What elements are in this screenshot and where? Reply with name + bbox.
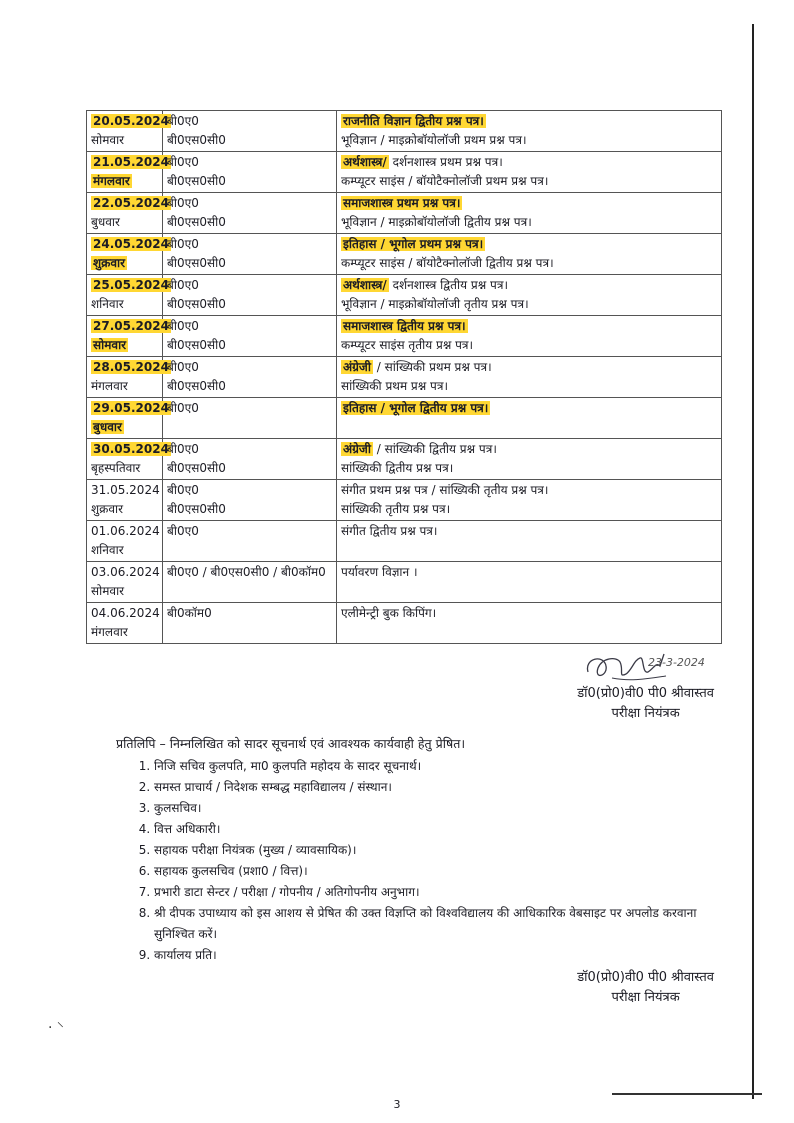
schedule-subject-cell bbox=[337, 398, 722, 439]
course-name: बी0कॉम0 bbox=[167, 606, 212, 620]
exam-day: बुधवार bbox=[93, 420, 122, 434]
schedule-course-cell bbox=[163, 480, 337, 521]
schedule-course-cell bbox=[163, 193, 337, 234]
exam-schedule-table bbox=[86, 110, 722, 644]
copy-to-item: 4. वित्त अधिकारी। bbox=[154, 819, 734, 840]
course-name: बी0ए0 bbox=[167, 524, 199, 538]
course-name: बी0एस0सी0 bbox=[167, 379, 226, 393]
highlighted-subject: इतिहास / भूगोल प्रथम प्रश्न पत्र। bbox=[343, 237, 484, 251]
schedule-subject-cell bbox=[337, 562, 722, 603]
course-name: बी0ए0 bbox=[167, 196, 199, 210]
schedule-subject-cell bbox=[337, 316, 722, 357]
schedule-row bbox=[87, 234, 722, 275]
signatory-designation: परीक्षा नियंत्रक bbox=[611, 706, 680, 721]
schedule-course-cell bbox=[163, 521, 337, 562]
schedule-subject-cell bbox=[337, 603, 722, 644]
page-edge-shadow-bottom bbox=[612, 1093, 762, 1095]
schedule-course-cell bbox=[163, 111, 337, 152]
exam-date: 04.06.2024 bbox=[91, 606, 160, 620]
schedule-date-cell bbox=[87, 193, 169, 234]
copy-to-title: प्रतिलिपि – निम्नलिखित को सादर सूचनार्थ एवं आवश्यक कार्यवाही हेतु प्रेषित। bbox=[116, 736, 466, 751]
schedule-row bbox=[87, 111, 722, 152]
exam-day: शनिवार bbox=[91, 297, 124, 311]
highlighted-subject: अर्थशास्त्र/ bbox=[343, 278, 387, 292]
copy-to-item: 3. कुलसचिव। bbox=[154, 798, 734, 819]
exam-day: बृहस्पतिवार bbox=[91, 461, 141, 475]
subject-text: दर्शनशास्त्र द्वितीय प्रश्न पत्र। bbox=[388, 278, 509, 292]
page-number: 3 bbox=[393, 1098, 401, 1111]
schedule-date-cell bbox=[87, 398, 169, 439]
highlighted-subject: इतिहास / भूगोल द्वितीय प्रश्न पत्र। bbox=[343, 401, 489, 415]
subject-text: / सांख्यिकी प्रथम प्रश्न पत्र। bbox=[372, 360, 492, 374]
course-name: बी0ए0 bbox=[167, 401, 199, 415]
exam-day: शुक्रवार bbox=[93, 256, 126, 270]
highlighted-subject: अंग्रेजी bbox=[343, 442, 371, 456]
subject-line bbox=[341, 377, 717, 396]
subject-line bbox=[341, 440, 717, 459]
schedule-course-cell bbox=[163, 562, 337, 603]
subject-text: सांख्यिकी तृतीय प्रश्न पत्र। bbox=[341, 502, 451, 516]
schedule-date-cell bbox=[87, 439, 169, 480]
signatory-block-top bbox=[577, 684, 714, 724]
schedule-subject-cell bbox=[337, 193, 722, 234]
schedule-date-cell bbox=[87, 152, 169, 193]
course-name: बी0ए0 bbox=[167, 237, 199, 251]
signature-date: 23-3-2024 bbox=[648, 656, 705, 669]
course-name: बी0ए0 bbox=[167, 114, 199, 128]
copy-to-item: 5. सहायक परीक्षा नियंत्रक (मुख्य / व्यावसायिक)। bbox=[154, 840, 734, 861]
copy-to-item: 2. समस्त प्राचार्य / निदेशक सम्बद्ध महाविद्यालय / संस्थान। bbox=[154, 777, 734, 798]
subject-line bbox=[341, 399, 717, 418]
subject-text: भूविज्ञान / माइक्रोबॉयोलॉजी तृतीय प्रश्न पत्र। bbox=[341, 297, 529, 311]
schedule-subject-cell bbox=[337, 480, 722, 521]
subject-line bbox=[341, 153, 717, 172]
schedule-course-cell bbox=[163, 357, 337, 398]
exam-date: 01.06.2024 bbox=[91, 524, 160, 538]
exam-day: सोमवार bbox=[91, 133, 125, 147]
exam-date: 31.05.2024 bbox=[91, 483, 160, 497]
course-name: बी0एस0सी0 bbox=[167, 461, 226, 475]
subject-text: सांख्यिकी प्रथम प्रश्न पत्र। bbox=[341, 379, 449, 393]
schedule-subject-cell bbox=[337, 152, 722, 193]
subject-line bbox=[341, 172, 717, 191]
schedule-subject-cell bbox=[337, 275, 722, 316]
subject-text: भूविज्ञान / माइक्रोबॉयोलॉजी द्वितीय प्रश्न पत्र। bbox=[341, 215, 532, 229]
schedule-date-cell bbox=[87, 111, 169, 152]
subject-text: संगीत द्वितीय प्रश्न पत्र। bbox=[341, 524, 438, 538]
subject-line bbox=[341, 604, 717, 623]
schedule-course-cell bbox=[163, 275, 337, 316]
course-name: बी0ए0 bbox=[167, 442, 199, 456]
schedule-row bbox=[87, 316, 722, 357]
subject-line bbox=[341, 295, 717, 314]
schedule-subject-cell bbox=[337, 111, 722, 152]
subject-line bbox=[341, 254, 717, 273]
copy-to-item: 8. श्री दीपक उपाध्याय को इस आशय से प्रेषित की उक्त विज्ञप्ति को विश्वविद्यालय की आधिकारिक वेबसाइट पर अपलोड करवाना सुनिश्चित करें। bbox=[154, 903, 734, 945]
course-name: बी0ए0 bbox=[167, 360, 199, 374]
signatory-block-bottom bbox=[577, 968, 714, 1008]
exam-date: 25.05.2024 bbox=[93, 278, 169, 292]
exam-date: 27.05.2024 bbox=[93, 319, 169, 333]
subject-text: / सांख्यिकी द्वितीय प्रश्न पत्र। bbox=[372, 442, 497, 456]
schedule-date-cell bbox=[87, 521, 163, 562]
highlighted-subject: समाजशास्त्र द्वितीय प्रश्न पत्र। bbox=[343, 319, 466, 333]
schedule-course-cell bbox=[163, 398, 337, 439]
schedule-row bbox=[87, 357, 722, 398]
subject-line bbox=[341, 235, 717, 254]
subject-text: कम्प्यूटर साइंस तृतीय प्रश्न पत्र। bbox=[341, 338, 474, 352]
subject-line bbox=[341, 358, 717, 377]
subject-line bbox=[341, 276, 717, 295]
subject-text: संगीत प्रथम प्रश्न पत्र / सांख्यिकी तृतीय प्रश्न पत्र। bbox=[341, 483, 549, 497]
exam-date: 30.05.2024 bbox=[93, 442, 169, 456]
schedule-subject-cell bbox=[337, 234, 722, 275]
schedule-course-cell bbox=[163, 316, 337, 357]
highlighted-subject: अंग्रेजी bbox=[343, 360, 371, 374]
copy-to-item: 9. कार्यालय प्रति। bbox=[154, 945, 734, 966]
exam-schedule-body bbox=[87, 111, 722, 644]
exam-day: सोमवार bbox=[93, 338, 127, 352]
course-name: बी0ए0 bbox=[167, 278, 199, 292]
exam-day: शनिवार bbox=[91, 543, 124, 557]
subject-text: कम्प्यूटर साइंस / बॉयोटैक्नोलॉजी द्वितीय प्रश्न पत्र। bbox=[341, 256, 554, 270]
course-name: बी0ए0 bbox=[167, 483, 199, 497]
schedule-subject-cell bbox=[337, 439, 722, 480]
schedule-subject-cell bbox=[337, 521, 722, 562]
course-name: बी0एस0सी0 bbox=[167, 174, 226, 188]
exam-date: 22.05.2024 bbox=[93, 196, 169, 210]
schedule-date-cell bbox=[87, 316, 169, 357]
course-name: बी0एस0सी0 bbox=[167, 133, 226, 147]
exam-day: सोमवार bbox=[91, 584, 125, 598]
schedule-subject-cell bbox=[337, 357, 722, 398]
subject-line bbox=[341, 336, 717, 355]
schedule-date-cell bbox=[87, 480, 163, 521]
highlighted-subject: राजनीति विज्ञान द्वितीय प्रश्न पत्र। bbox=[343, 114, 484, 128]
schedule-course-cell bbox=[163, 439, 337, 480]
subject-line bbox=[341, 500, 717, 519]
subject-line bbox=[341, 131, 717, 150]
schedule-date-cell bbox=[87, 562, 163, 603]
exam-date: 21.05.2024 bbox=[93, 155, 169, 169]
exam-date: 28.05.2024 bbox=[93, 360, 169, 374]
schedule-date-cell bbox=[87, 357, 169, 398]
exam-day: मंगलवार bbox=[93, 174, 130, 188]
subject-text: एलीमेन्ट्री बुक किपिंग। bbox=[341, 606, 437, 620]
course-name: बी0एस0सी0 bbox=[167, 297, 226, 311]
schedule-row bbox=[87, 398, 722, 439]
exam-date: 20.05.2024 bbox=[93, 114, 169, 128]
exam-day: मंगलवार bbox=[91, 625, 128, 639]
subject-text: कम्प्यूटर साइंस / बॉयोटैक्नोलॉजी प्रथम प्रश्न पत्र। bbox=[341, 174, 549, 188]
schedule-row bbox=[87, 521, 722, 562]
schedule-row bbox=[87, 562, 722, 603]
schedule-row bbox=[87, 152, 722, 193]
schedule-date-cell bbox=[87, 234, 169, 275]
exam-day: बुधवार bbox=[91, 215, 120, 229]
schedule-course-cell bbox=[163, 234, 337, 275]
schedule-course-cell bbox=[163, 152, 337, 193]
subject-line bbox=[341, 563, 717, 582]
exam-date: 29.05.2024 bbox=[93, 401, 169, 415]
subject-text: सांख्यिकी द्वितीय प्रश्न पत्र। bbox=[341, 461, 454, 475]
subject-text: दर्शनशास्त्र प्रथम प्रश्न पत्र। bbox=[388, 155, 503, 169]
subject-line bbox=[341, 522, 717, 541]
copy-to-item: 6. सहायक कुलसचिव (प्रशा0 / वित्त)। bbox=[154, 861, 734, 882]
subject-line bbox=[341, 213, 717, 232]
exam-day: मंगलवार bbox=[91, 379, 128, 393]
subject-line bbox=[341, 459, 717, 478]
subject-line bbox=[341, 112, 717, 131]
subject-line bbox=[341, 481, 717, 500]
signatory-designation: परीक्षा नियंत्रक bbox=[611, 990, 680, 1005]
course-name: बी0एस0सी0 bbox=[167, 502, 226, 516]
schedule-row bbox=[87, 439, 722, 480]
exam-day: शुक्रवार bbox=[91, 502, 124, 516]
subject-line bbox=[341, 317, 717, 336]
course-name: बी0ए0 bbox=[167, 319, 199, 333]
course-name: बी0ए0 / बी0एस0सी0 / बी0कॉम0 bbox=[167, 565, 326, 579]
schedule-date-cell bbox=[87, 603, 163, 644]
highlighted-subject: समाजशास्त्र प्रथम प्रश्न पत्र। bbox=[343, 196, 461, 210]
schedule-row bbox=[87, 275, 722, 316]
schedule-course-cell bbox=[163, 603, 337, 644]
copy-to-item: 1. निजि सचिव कुलपति, मा0 कुलपति महोदय के सादर सूचनार्थ। bbox=[154, 756, 734, 777]
schedule-date-cell bbox=[87, 275, 169, 316]
signatory-name: डॉ0(प्रो0)वी0 पी0 श्रीवास्तव bbox=[577, 686, 714, 701]
schedule-row bbox=[87, 193, 722, 234]
signatory-name: डॉ0(प्रो0)वी0 पी0 श्रीवास्तव bbox=[577, 970, 714, 985]
course-name: बी0एस0सी0 bbox=[167, 215, 226, 229]
exam-date: 24.05.2024 bbox=[93, 237, 169, 251]
course-name: बी0ए0 bbox=[167, 155, 199, 169]
course-name: बी0एस0सी0 bbox=[167, 256, 226, 270]
course-name: बी0एस0सी0 bbox=[167, 338, 226, 352]
copy-to-list bbox=[124, 756, 734, 966]
schedule-row bbox=[87, 480, 722, 521]
subject-text: भूविज्ञान / माइक्रोबॉयोलॉजी प्रथम प्रश्न पत्र। bbox=[341, 133, 527, 147]
copy-to-item: 7. प्रभारी डाटा सेन्टर / परीक्षा / गोपनीय / अतिगोपनीय अनुभाग। bbox=[154, 882, 734, 903]
exam-date: 03.06.2024 bbox=[91, 565, 160, 579]
highlighted-subject: अर्थशास्त्र/ bbox=[343, 155, 387, 169]
subject-text: पर्यावरण विज्ञान । bbox=[341, 565, 418, 579]
subject-line bbox=[341, 194, 717, 213]
schedule-row bbox=[87, 603, 722, 644]
page-edge-shadow-right bbox=[752, 24, 754, 1099]
scan-specks: · ⸌ bbox=[48, 1020, 64, 1036]
